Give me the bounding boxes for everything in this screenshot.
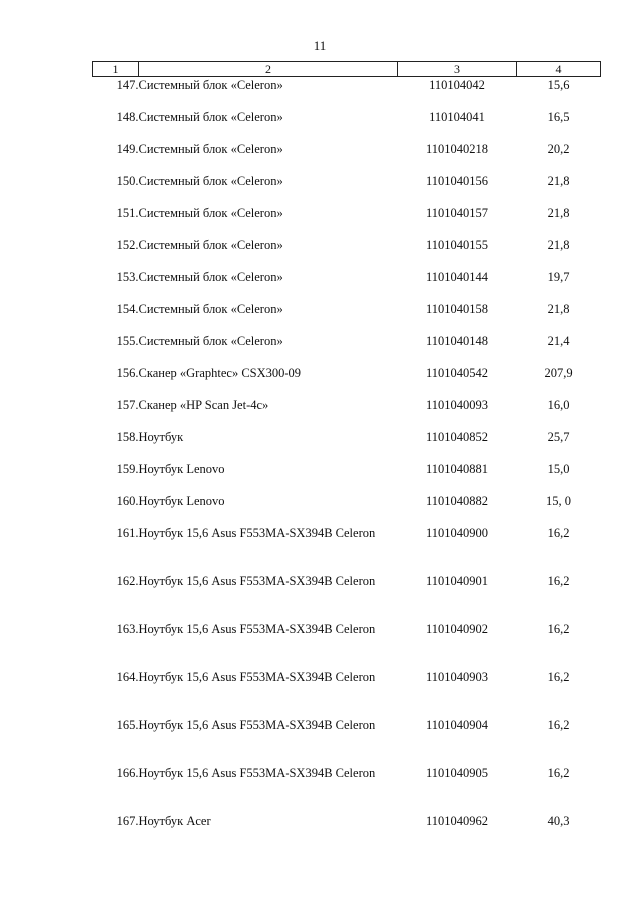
- item-value: 40,3: [547, 813, 570, 828]
- item-name: Ноутбук: [138, 429, 184, 444]
- table-row: [93, 717, 601, 765]
- table-row: [93, 173, 601, 205]
- inventory-code: 1101040905: [425, 765, 489, 780]
- item-name: Ноутбук 15,6 Asus F553MA-SX394B Celeron: [138, 717, 376, 732]
- item-value: 16,2: [547, 669, 570, 684]
- item-name: Ноутбук Acer: [138, 813, 211, 828]
- inventory-code: 1101040904: [425, 717, 489, 732]
- row-number: 158.: [116, 429, 139, 444]
- item-name: Системный блок «Celeron»: [138, 205, 283, 220]
- row-number: 163.: [116, 621, 139, 636]
- item-value: 21,8: [547, 301, 570, 316]
- inventory-code: 1101040903: [425, 669, 489, 684]
- table-row: [93, 461, 601, 493]
- item-value: 16,2: [547, 573, 570, 588]
- item-name: Ноутбук 15,6 Asus F553MA-SX394B Celeron: [138, 669, 376, 684]
- inventory-code: 1101040218: [425, 141, 489, 156]
- table-row: [93, 669, 601, 717]
- item-name: Ноутбук 15,6 Asus F553MA-SX394B Celeron: [138, 621, 376, 636]
- inventory-code: 1101040148: [425, 333, 489, 348]
- inventory-code: 1101040144: [425, 269, 489, 284]
- inventory-code: 1101040881: [425, 461, 489, 476]
- row-number: 156.: [116, 365, 139, 380]
- table-row: [93, 573, 601, 621]
- table-row: [93, 397, 601, 429]
- table-header: [93, 62, 601, 77]
- item-value: 25,7: [547, 429, 570, 444]
- inventory-code: 1101040962: [425, 813, 489, 828]
- item-value: 16,0: [547, 397, 570, 412]
- row-number: 161.: [116, 525, 139, 540]
- item-name: Сканер «HP Scan Jet-4c»: [138, 397, 269, 412]
- column-header-1: 1: [93, 62, 139, 77]
- row-number: 147.: [116, 78, 139, 92]
- inventory-code: 1101040882: [425, 493, 489, 508]
- table-row: [93, 765, 601, 813]
- table-row: [93, 269, 601, 301]
- inventory-code: 1101040902: [425, 621, 489, 636]
- item-name: Системный блок «Celeron»: [138, 173, 283, 188]
- item-value: 21,8: [547, 237, 570, 252]
- item-value: 21,8: [547, 205, 570, 220]
- inventory-code: 1101040157: [425, 205, 489, 220]
- item-value: 20,2: [547, 141, 570, 156]
- table-row: [93, 141, 601, 173]
- item-name: Сканер «Graphtec» CSX300-09: [138, 365, 302, 380]
- item-value: 16,2: [547, 525, 570, 540]
- table-row: [93, 621, 601, 669]
- row-number: 148.: [116, 109, 139, 124]
- inventory-code: 1101040156: [425, 173, 489, 188]
- row-number: 154.: [116, 301, 139, 316]
- table-body: [93, 77, 601, 845]
- inventory-code: 110104042: [429, 78, 485, 92]
- inventory-code: 1101040542: [425, 365, 489, 380]
- item-value: 15, 0: [546, 493, 571, 508]
- item-value: 207,9: [544, 365, 573, 380]
- column-header-3: 3: [398, 62, 517, 77]
- row-number: 152.: [116, 237, 139, 252]
- inventory-code: 1101040158: [425, 301, 489, 316]
- table-row: [93, 237, 601, 269]
- table-row: [93, 525, 601, 573]
- column-header-2: 2: [139, 62, 398, 77]
- table-row: [93, 77, 601, 109]
- inventory-code: 1101040093: [425, 397, 489, 412]
- item-value: 16,2: [547, 717, 570, 732]
- inventory-code: 1101040852: [425, 429, 489, 444]
- row-number: 159.: [116, 461, 139, 476]
- inventory-table: [92, 61, 601, 845]
- item-value: 15,0: [547, 461, 570, 476]
- row-number: 151.: [116, 205, 139, 220]
- row-number: 165.: [116, 717, 139, 732]
- row-number: 167.: [116, 813, 139, 828]
- row-number: 164.: [116, 669, 139, 684]
- row-number: 157.: [116, 397, 139, 412]
- table-row: [93, 333, 601, 365]
- row-number: 153.: [116, 269, 139, 284]
- item-value: 16,2: [547, 765, 570, 780]
- row-number: 155.: [116, 333, 139, 348]
- item-name: Ноутбук Lenovo: [138, 461, 225, 476]
- item-name: Системный блок «Celeron»: [138, 301, 283, 316]
- item-name: Ноутбук 15,6 Asus F553MA-SX394B Celeron: [138, 573, 376, 588]
- row-number: 162.: [116, 573, 139, 588]
- row-number: 166.: [116, 765, 139, 780]
- item-name: Системный блок «Celeron»: [138, 78, 283, 92]
- item-value: 19,7: [547, 269, 570, 284]
- table-row: [93, 493, 601, 525]
- item-name: Системный блок «Celeron»: [138, 333, 283, 348]
- item-value: 15,6: [547, 78, 570, 92]
- item-name: Системный блок «Celeron»: [138, 237, 283, 252]
- row-number: 150.: [116, 173, 139, 188]
- table-row: [93, 109, 601, 141]
- row-number: 160.: [116, 493, 139, 508]
- item-value: 16,2: [547, 621, 570, 636]
- item-name: Системный блок «Celeron»: [138, 109, 283, 124]
- item-value: 21,8: [547, 173, 570, 188]
- table-row: [93, 813, 601, 845]
- inventory-code: 1101040155: [425, 237, 489, 252]
- item-name: Системный блок «Celeron»: [138, 141, 283, 156]
- item-value: 16,5: [547, 109, 570, 124]
- table-row: [93, 301, 601, 333]
- item-name: Системный блок «Celeron»: [138, 269, 283, 284]
- inventory-code: 1101040901: [425, 573, 489, 588]
- table-row: [93, 365, 601, 397]
- row-number: 149.: [116, 141, 139, 156]
- page-number: 11: [313, 38, 327, 53]
- column-header-4: 4: [517, 62, 601, 77]
- table-row: [93, 429, 601, 461]
- inventory-code: 110104041: [429, 109, 485, 124]
- item-value: 21,4: [547, 333, 570, 348]
- item-name: Ноутбук Lenovo: [138, 493, 225, 508]
- table-row: [93, 205, 601, 237]
- item-name: Ноутбук 15,6 Asus F553MA-SX394B Celeron: [138, 525, 376, 540]
- inventory-code: 1101040900: [425, 525, 489, 540]
- item-name: Ноутбук 15,6 Asus F553MA-SX394B Celeron: [138, 765, 376, 780]
